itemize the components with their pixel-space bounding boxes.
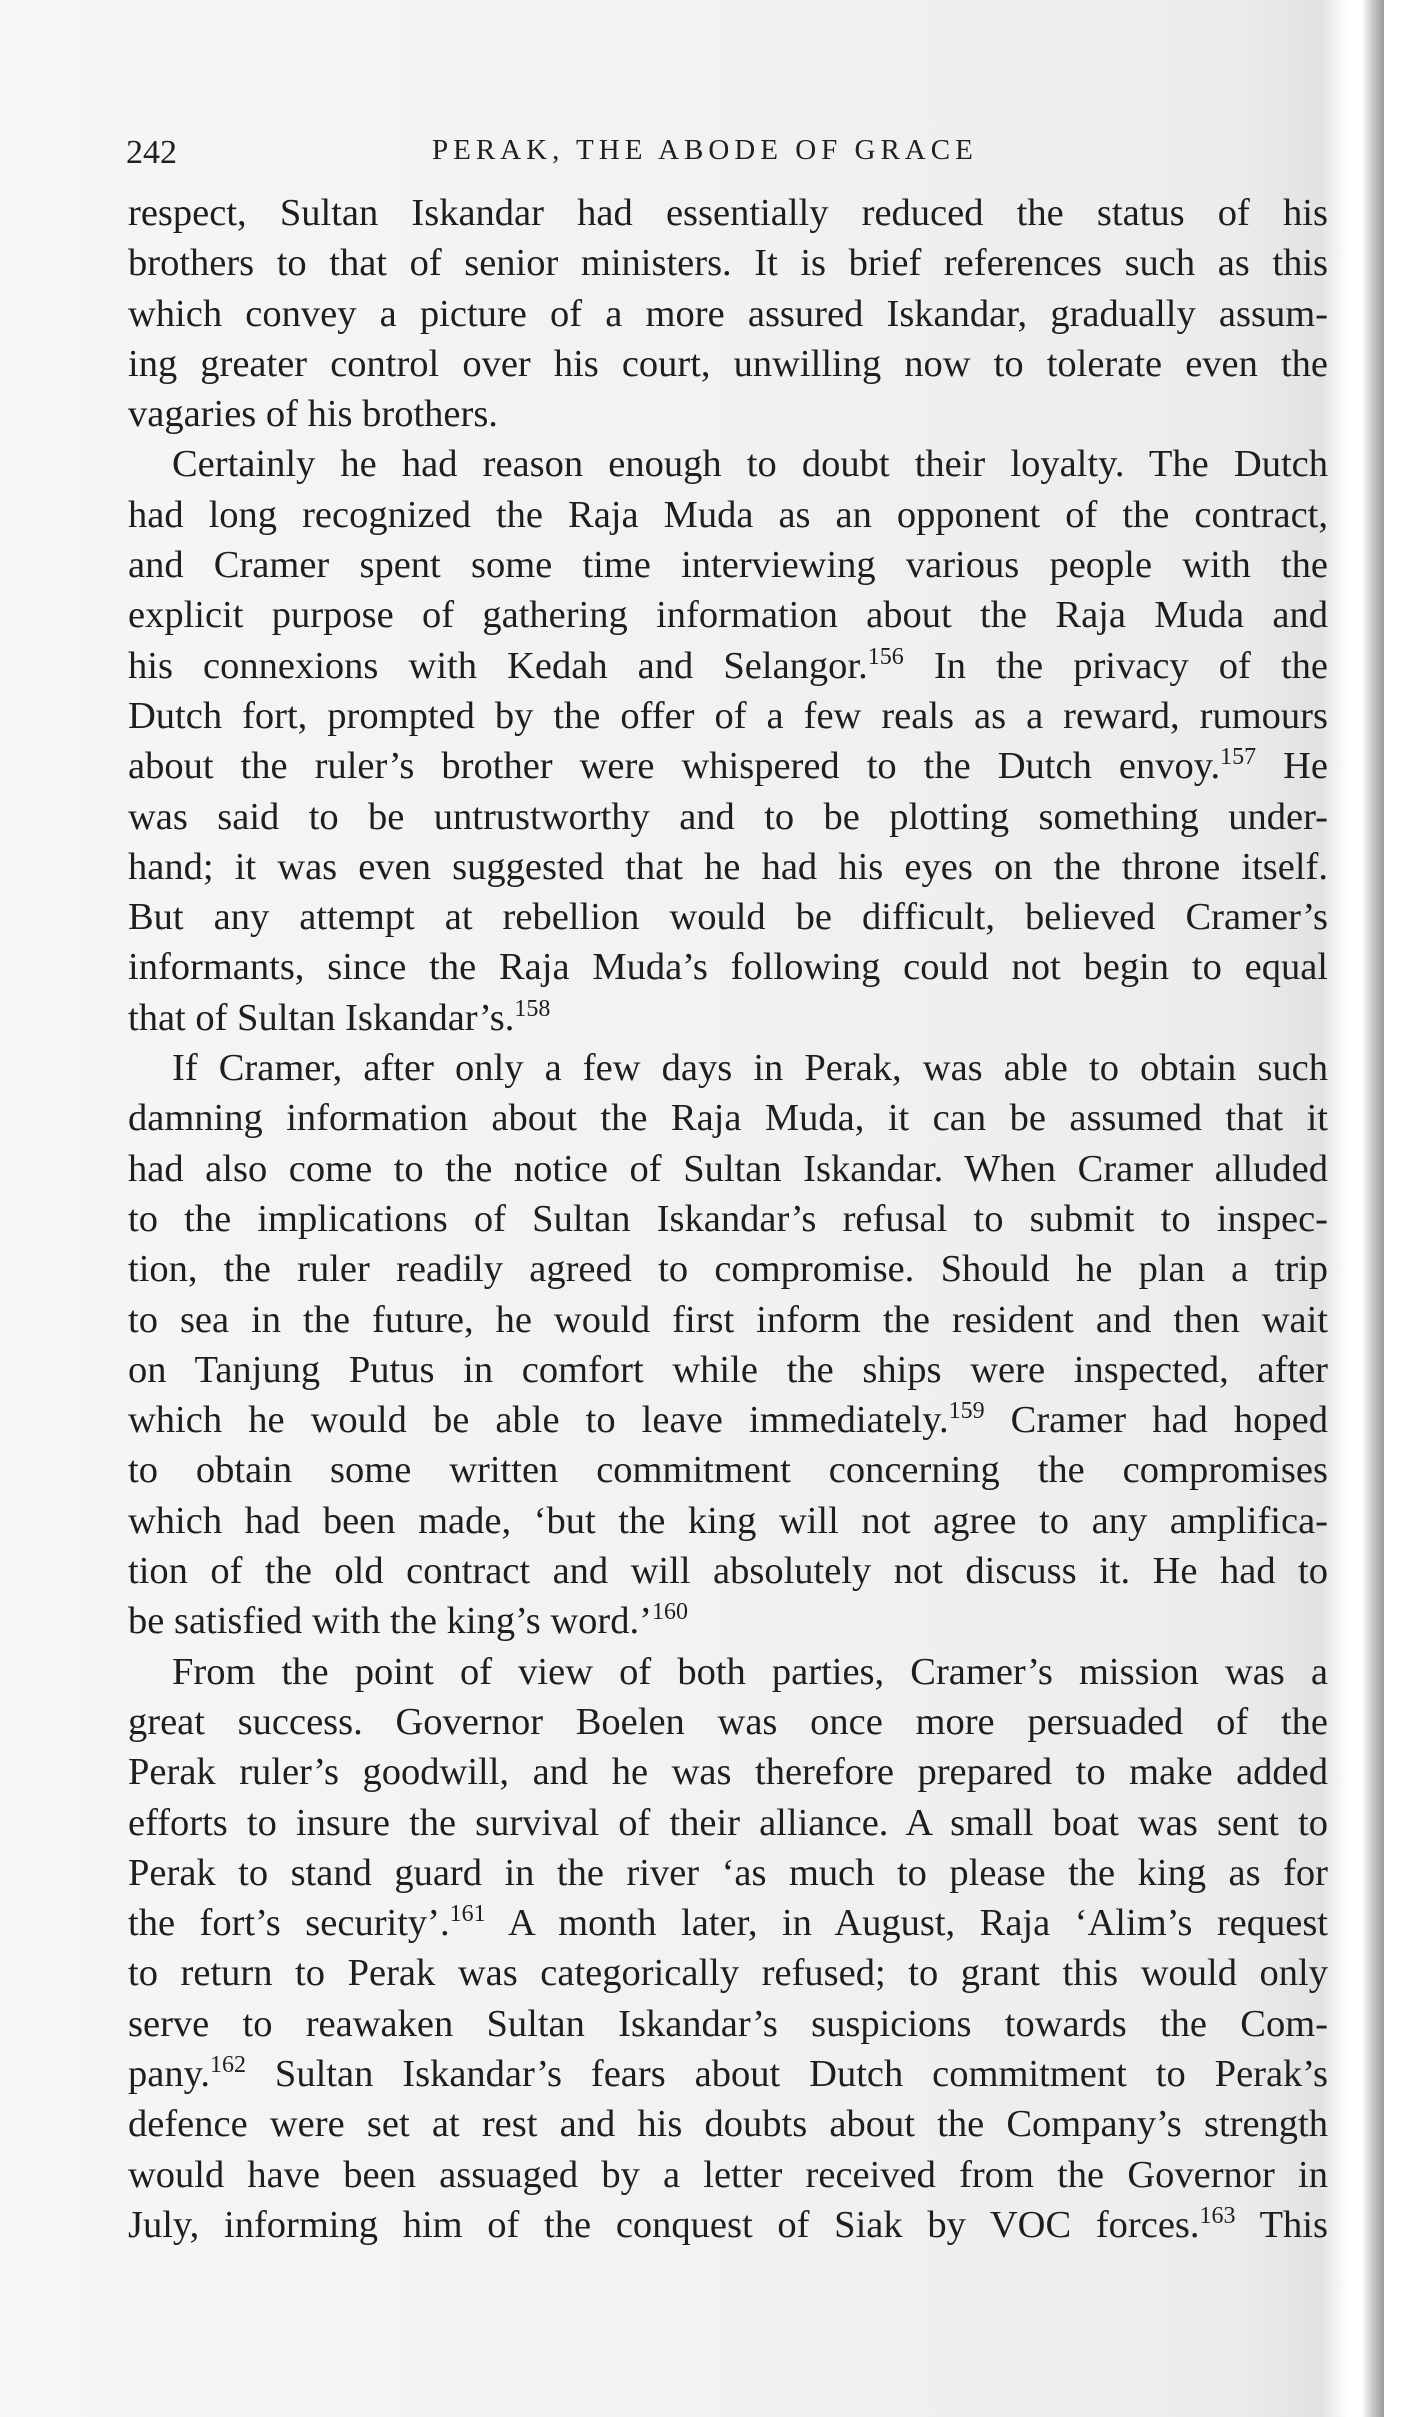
footnote-ref-156[interactable]: 156 — [867, 643, 904, 670]
footnote-ref-162[interactable]: 162 — [209, 2052, 246, 2079]
text-line: to return to Perak was categorically refused; to grant this would only — [128, 1952, 1328, 1995]
text-line: which had been made, ‘but the king will not agree to any amplifica- — [128, 1499, 1328, 1542]
body-text — [128, 188, 1328, 2250]
text-run: that of Sultan Iskandar’s. — [128, 996, 515, 1039]
text-run: the fort’s security’. — [128, 1902, 450, 1945]
text-line: which convey a picture of a more assured Iskandar, gradually assum- — [128, 292, 1328, 335]
text-run: A month later, in August, Raja ‘Alim’s request — [485, 1902, 1328, 1945]
text-line: If Cramer, after only a few days in Perak, was able to obtain such — [172, 1047, 1328, 1090]
text-run: This — [1235, 2203, 1328, 2246]
text-line: Dutch fort, prompted by the offer of a few reals as a reward, rumours — [128, 694, 1328, 737]
text-line — [128, 993, 1328, 1043]
text-line: damning information about the Raja Muda, it can be assumed that it — [128, 1097, 1328, 1140]
paragraph-3 — [128, 1043, 1328, 1647]
text-run: He — [1256, 745, 1328, 788]
footnote-ref-160[interactable]: 160 — [651, 1599, 688, 1626]
text-line: defence were set at rest and his doubts about the Company’s strength — [128, 2103, 1328, 2146]
paragraph-4 — [128, 1647, 1328, 2251]
text-line: great success. Governor Boelen was once more persuaded of the — [128, 1700, 1328, 1743]
text-line: to the implications of Sultan Iskandar’s refusal to submit to inspec- — [128, 1197, 1328, 1240]
text-line — [128, 2049, 1328, 2099]
text-run: In the privacy of the — [903, 644, 1328, 687]
text-line: vagaries of his brothers. — [128, 393, 498, 436]
text-line: to sea in the future, he would first inform the resident and then wait — [128, 1298, 1328, 1341]
text-run: Sultan Iskandar’s fears about Dutch commitment to Perak’s — [245, 2052, 1328, 2095]
text-line: tion of the old contract and will absolutely not discuss it. He had to — [128, 1550, 1328, 1593]
text-line: explicit purpose of gathering information about the Raja Muda and — [128, 594, 1328, 637]
text-line: But any attempt at rebellion would be difficult, believed Cramer’s — [128, 896, 1328, 939]
text-run: be satisfied with the king’s word.’ — [128, 1600, 652, 1643]
text-line: on Tanjung Putus in comfort while the ships were inspected, after — [128, 1348, 1328, 1391]
text-line: hand; it was even suggested that he had his eyes on the throne itself. — [128, 845, 1328, 888]
text-line: ing greater control over his court, unwilling now to tolerate even the — [128, 342, 1328, 385]
paragraph-1 — [128, 188, 1328, 439]
text-run: which he would be able to leave immediately. — [128, 1399, 949, 1442]
footnote-ref-161[interactable]: 161 — [449, 1901, 486, 1928]
text-line — [128, 1596, 1328, 1646]
page-number: 242 — [126, 134, 177, 171]
text-line: tion, the ruler readily agreed to compromise. Should he plan a trip — [128, 1248, 1328, 1291]
text-line: was said to be untrustworthy and to be plotting something under- — [128, 795, 1328, 838]
running-header — [126, 128, 1328, 188]
text-line: informants, since the Raja Muda’s following could not begin to equal — [128, 946, 1328, 989]
text-line — [128, 1898, 1328, 1948]
text-run: pany. — [128, 2052, 210, 2095]
page-gutter-shadow — [1362, 0, 1384, 2417]
text-run: his connexions with Kedah and Selangor. — [128, 644, 868, 687]
text-line: had also come to the notice of Sultan Iskandar. When Cramer alluded — [128, 1147, 1328, 1190]
text-line — [128, 741, 1328, 791]
text-line: had long recognized the Raja Muda as an opponent of the contract, — [128, 493, 1328, 536]
text-line — [128, 2200, 1328, 2250]
text-run: about the ruler’s brother were whispered to the Dutch envoy. — [128, 745, 1221, 788]
text-line: to obtain some written commitment concerning the compromises — [128, 1449, 1328, 1492]
text-line: Perak ruler’s goodwill, and he was therefore prepared to make added — [128, 1751, 1328, 1794]
footnote-ref-158[interactable]: 158 — [514, 995, 551, 1022]
text-line: would have been assuaged by a letter received from the Governor in — [128, 2153, 1328, 2196]
paragraph-2 — [128, 439, 1328, 1043]
running-title: PERAK, THE ABODE OF GRACE — [432, 134, 978, 166]
text-line: Perak to stand guard in the river ‘as much to please the king as for — [128, 1851, 1328, 1894]
text-line — [128, 641, 1328, 691]
text-line: serve to reawaken Sultan Iskandar’s suspicions towards the Com- — [128, 2002, 1328, 2045]
text-line — [128, 1395, 1328, 1445]
text-line: Certainly he had reason enough to doubt their loyalty. The Dutch — [172, 443, 1328, 486]
text-line: brothers to that of senior ministers. It is brief references such as this — [128, 242, 1328, 285]
text-line: From the point of view of both parties, Cramer’s mission was a — [172, 1650, 1328, 1693]
text-run: Cramer had hoped — [984, 1399, 1328, 1442]
footnote-ref-159[interactable]: 159 — [948, 1398, 985, 1425]
text-line: efforts to insure the survival of their alliance. A small boat was sent to — [128, 1801, 1328, 1844]
text-line: respect, Sultan Iskandar had essentially reduced the status of his — [128, 192, 1328, 234]
text-line: and Cramer spent some time interviewing various people with the — [128, 544, 1328, 587]
text-run: July, informing him of the conquest of Siak by VOC forces. — [128, 2203, 1200, 2246]
footnote-ref-157[interactable]: 157 — [1220, 744, 1257, 771]
footnote-ref-163[interactable]: 163 — [1199, 2203, 1236, 2230]
